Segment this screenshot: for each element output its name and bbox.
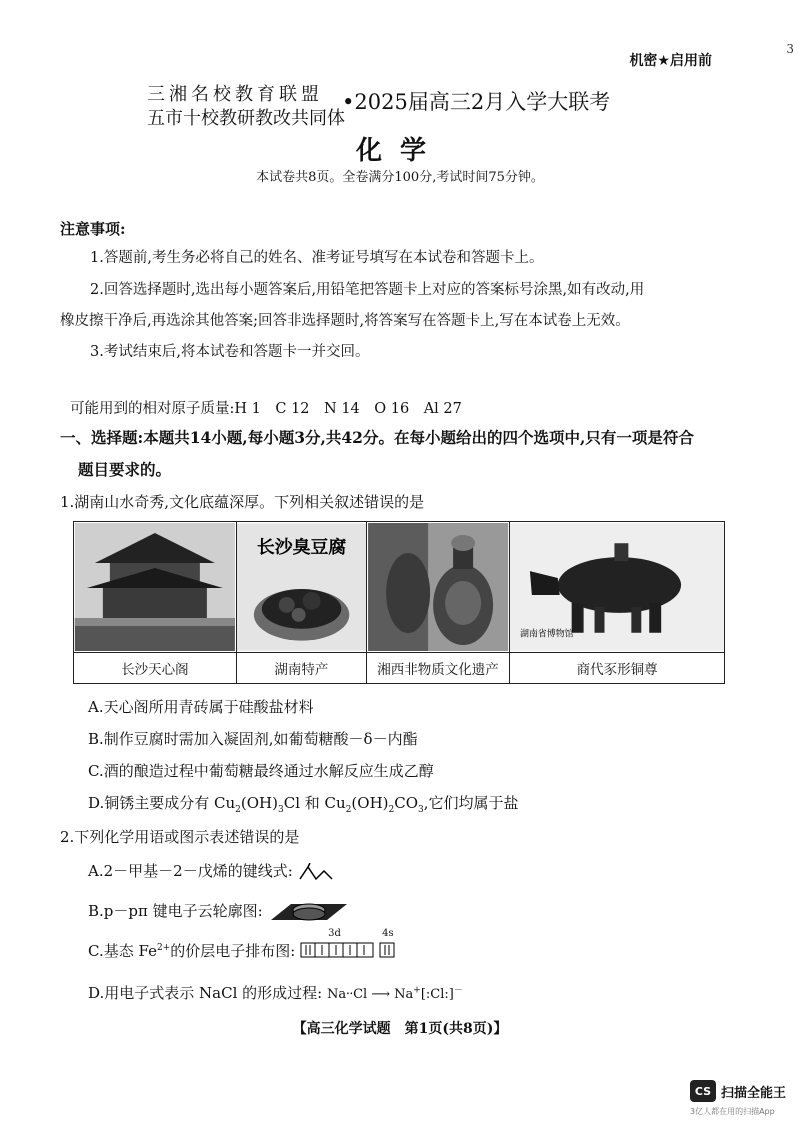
skeletal-formula-icon	[298, 863, 334, 881]
page-mark: 3	[786, 42, 794, 56]
q2-option-d: D.用电子式表示 NaCl 的形成过程: Na⸱⸱Cl ⟶ Na+[:Cl:]－	[88, 984, 463, 1002]
notice-item-1: 1.答题前,考生务必将自己的姓名、准考证号填写在本试卷和答题卡上。	[90, 250, 544, 266]
notice-item-3: 3.考试结束后,将本试卷和答题卡一并交回。	[90, 344, 370, 360]
question-2-stem: 2.下列化学用语或图示表述错误的是	[60, 828, 300, 846]
scanner-tagline: 3亿人都在用的扫描App	[690, 1107, 775, 1116]
q1-option-b: B.制作豆腐时需加入凝固剂,如葡萄糖酸－δ－内酯	[88, 730, 418, 748]
caption-3: 湘西非物质文化遗产	[366, 653, 509, 684]
caption-1: 长沙天心阁	[74, 653, 237, 684]
alliance-name-1: 三湘名校教育联盟	[147, 84, 323, 105]
label-4s: 4s	[382, 928, 394, 939]
picture-tianxin-pavilion	[74, 522, 237, 653]
pavilion-image	[74, 523, 236, 651]
scanner-app-name: 扫描全能王	[721, 1085, 787, 1101]
alliance-name-2: 五市十校教研教改共同体	[147, 108, 345, 129]
notice-item-2a: 2.回答选择题时,选出每小题答案后,用铅笔把答题卡上对应的答案标号涂黑,如有改动,用	[90, 282, 645, 298]
page-footer: 【高三化学试题 第1页(共8页)】	[292, 1021, 508, 1037]
q1-option-c: C.酒的酿造过程中葡萄糖最终通过水解反应生成乙醇	[88, 762, 434, 780]
q1-option-d: D.铜锈主要成分有 $Cu_2(OH)_3Cl$ 和 $Cu_2(OH)_2CO_3$,它们均属于盐	[88, 794, 519, 815]
heritage-jar-image	[367, 523, 509, 651]
q2-option-c: C.基态 $Fe^{2+}$的价层电子排布图: 3d 4s	[88, 940, 400, 962]
question-1-image-table	[73, 521, 725, 684]
caption-4: 商代豕形铜尊	[510, 653, 725, 684]
picture-stinky-tofu	[236, 522, 366, 653]
q1-option-a: A.天心阁所用青砖属于硅酸盐材料	[88, 698, 314, 716]
nacl-formation: Na⸱⸱Cl ⟶ Na+[:Cl:]－	[326, 985, 463, 1002]
subject-title: 化学	[355, 136, 444, 166]
orbital-boxes-icon	[300, 942, 400, 958]
picture-xiangxi-heritage	[366, 522, 509, 653]
q2-option-b: B.p－pπ 键电子云轮廓图:	[88, 900, 351, 924]
scanner-watermark	[690, 1080, 786, 1102]
museum-label: 湖南省博物馆	[520, 629, 574, 640]
q2-option-a: A.2－甲基－2－戊烯的键线式:	[88, 860, 334, 881]
question-1-stem: 1.湖南山水奇秀,文化底蕴深厚。下列相关叙述错误的是	[60, 493, 425, 511]
confidential-label: 机密★启用前	[629, 53, 712, 69]
bronze-zun-image	[510, 523, 724, 651]
tofu-sign-text: 长沙臭豆腐	[256, 537, 347, 559]
exam-info: 本试卷共8页。全卷满分100分,考试时间75分钟。	[256, 170, 544, 185]
section-title-cont: 题目要求的。	[78, 460, 172, 479]
caption-2: 湖南特产	[236, 653, 366, 684]
stinky-tofu-image	[237, 523, 366, 651]
notice-item-2b: 橡皮擦干净后,再选涂其他答案;回答非选择题时,将答案写在答题卡上,写在本试卷上无效。	[60, 313, 630, 329]
arrow-icon: ⟶	[371, 987, 390, 1002]
picture-pig-bronze-zun	[510, 522, 725, 653]
electron-configuration-diagram	[300, 928, 400, 962]
pi-bond-orbital-icon	[267, 900, 351, 924]
cs-logo-icon: CS	[690, 1080, 716, 1102]
label-3d: 3d	[328, 928, 341, 939]
notice-title: 注意事项:	[60, 220, 126, 238]
atomic-masses: 可能用到的相对原子质量:H 1 C 12 N 14 O 16 Al 27	[70, 401, 462, 417]
exam-title: •2025届高三2月入学大联考	[342, 90, 611, 114]
section-title: 一、选择题:本题共14小题,每小题3分,共42分。在每小题给出的四个选项中,只有一项是符合	[60, 428, 694, 447]
